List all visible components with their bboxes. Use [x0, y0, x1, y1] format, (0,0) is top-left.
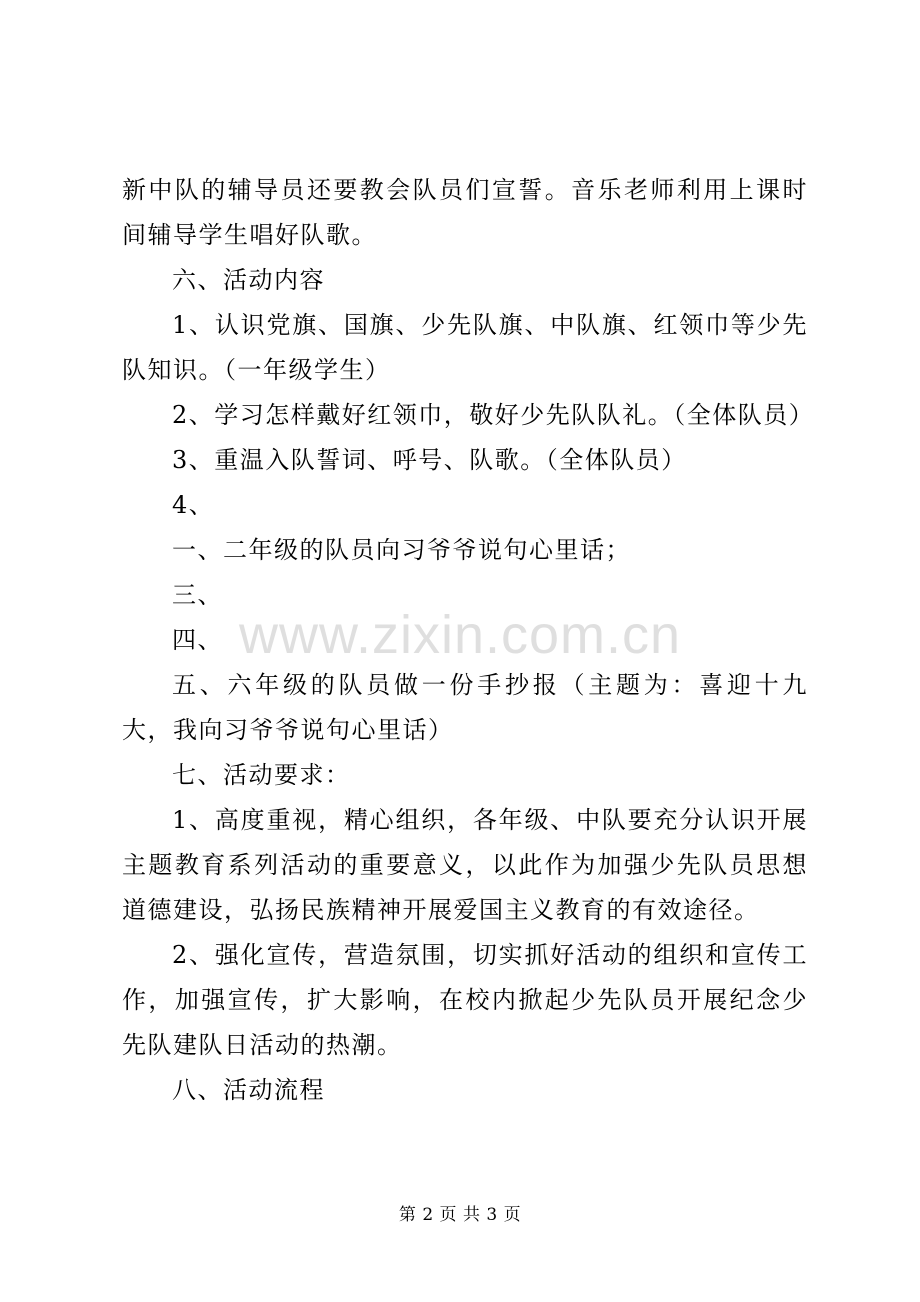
list-item: 2、学习怎样戴好红领巾，敬好少先队队礼。（全体队员） — [172, 401, 815, 429]
section-heading-activity-requirements: 七、活动要求： — [172, 761, 351, 789]
list-item: 三、 — [172, 581, 223, 609]
list-item: 1、认识党旗、国旗、少先队旗、中队旗、红领巾等少先队知识。（一年级学生） — [122, 311, 808, 384]
list-item: 3、重温入队誓词、呼号、队歌。（全体队员） — [172, 446, 687, 474]
list-item: 4、 — [172, 491, 215, 519]
section-heading-activity-process: 八、活动流程 — [172, 1076, 325, 1104]
document-body — [122, 168, 815, 1113]
list-item: 2、强化宣传，营造氛围，切实抓好活动的组织和宣传工作，加强宣传，扩大影响，在校内掀起少先队员开展纪念少先队建队日活动的热潮。 — [122, 941, 808, 1059]
watermark: www.zixin.com.cn — [238, 605, 682, 665]
list-item: 1、高度重视，精心组织，各年级、中队要充分认识开展主题教育系列活动的重要意义，以此作为加强少先队员思想道德建设，弘扬民族精神开展爱国主义教育的有效途径。 — [122, 806, 808, 924]
list-item: 四、 — [172, 626, 223, 654]
paragraph: 新中队的辅导员还要教会队员们宣誓。音乐老师利用上课时间辅导学生唱好队歌。 — [122, 176, 808, 249]
section-heading-activity-content: 六、活动内容 — [172, 266, 325, 294]
list-item: 一、二年级的队员向习爷爷说句心里话； — [172, 536, 631, 564]
page-footer: 第 2 页 共 3 页 — [398, 1205, 522, 1225]
list-item: 五、六年级的队员做一份手抄报（主题为：喜迎十九大，我向习爷爷说句心里话） — [122, 671, 808, 744]
